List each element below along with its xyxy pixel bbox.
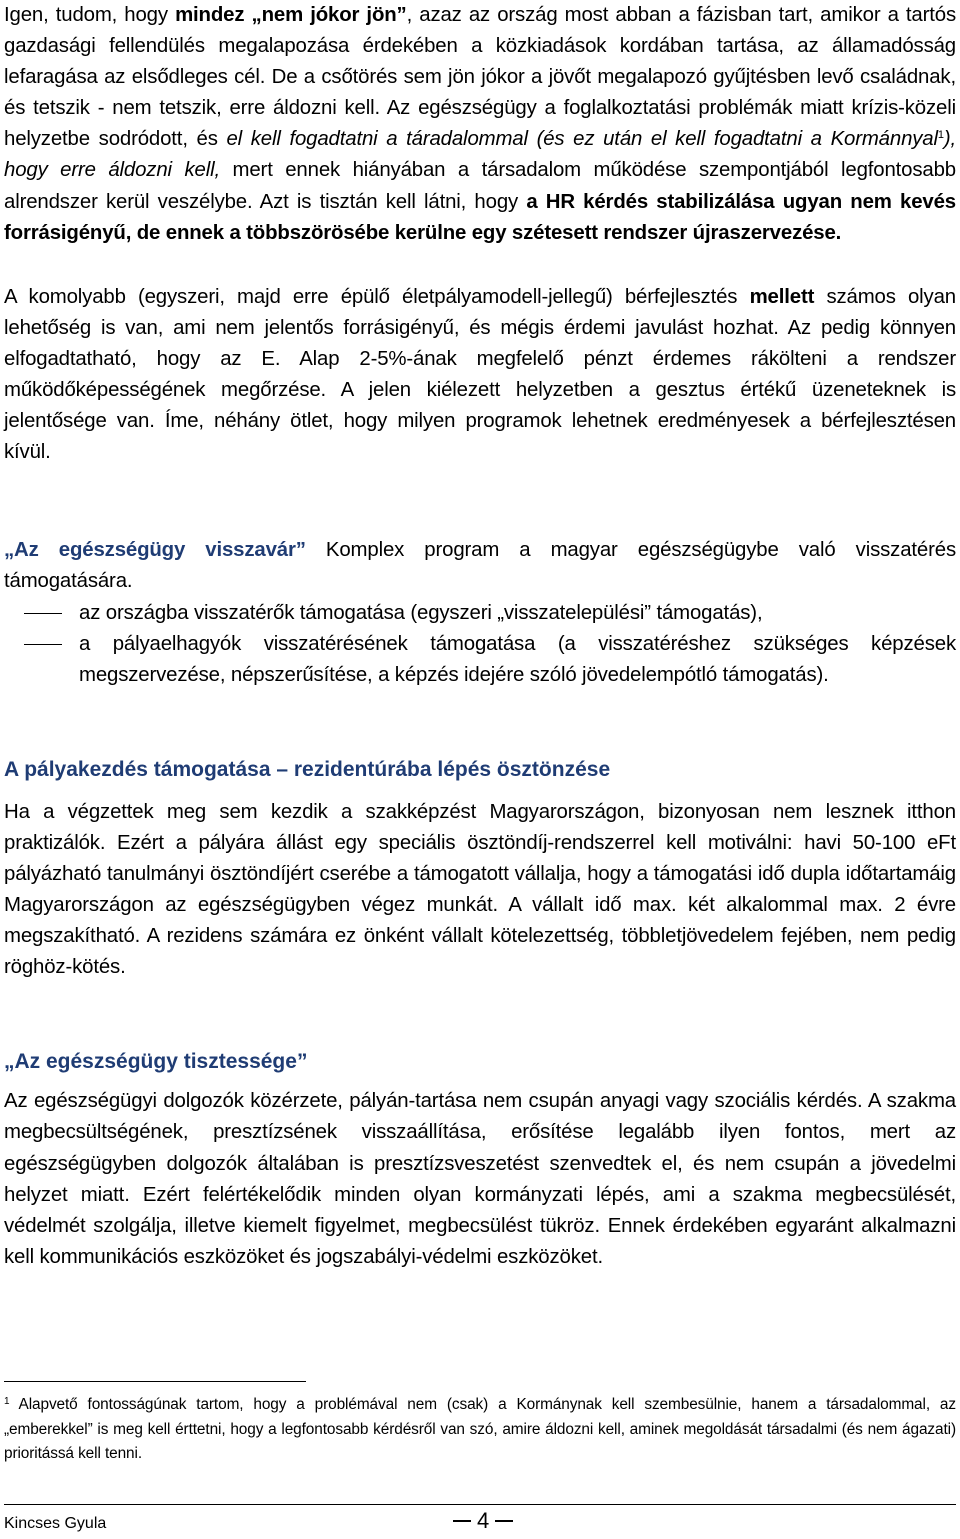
paragraph-career-start: Ha a végzettek meg sem kezdik a szakképzést Magyarországon, bizonyosan nem lesznek itthon praktizálók. Ezért a pályára állást egy speciális ösztöndíj-rendszerrel kell motiválni: havi 50-100 eFt pályázható tanulmányi ösztöndíjért cserébe a támogatott vállalja, hogy a támogatási idő dupla időtartamáig Magyarországon az egészségügyben végez munkát. A vállalt idő max. két alkalommal max. 2 évre megszakítható. A rezidens számára ez önként vállalt kötelezettség, többletjövedelem fejében, nem pedig röghöz-kötés. <box>4 800 956 979</box>
footnote: $^1$ Alapvető fontosságúnak tartom, hogy a problémával nem (csak) a Kormánynak kell szembesülnie, hanem a társadalommal, az „emberekkel” is meg kell érttetni, hogy a legfontosabb kérdésről van szó, amire áldozni kell, aminek megoldását társadalmi (és nem ágazati) prioritássá kell tenni. <box>4 1396 956 1462</box>
emphasis-bold-conclusion: a HR kérdés stabilizálása ugyan nem kevés forrásigényű, de ennek a többszörösébe kerülne egy szétesett rendszer újraszervezése. <box>4 190 956 244</box>
footnote-divider <box>4 1381 306 1382</box>
page-number: 4 <box>453 1508 513 1534</box>
footer-author: Kincses Gyula <box>4 1515 107 1532</box>
section-title-dignity: „Az egészségügy tisztessége” <box>4 1050 308 1074</box>
page-dash-icon <box>453 1520 471 1522</box>
paragraph-intro: Igen, tudom, hogy mindez „nem jókor jön”, azaz az ország most abban a fázisban tart, amikor a tartós gazdasági fellendülés megalapozása érdekében a közkiadások kordában tartása, az államadósság lefaragása az elsődleges cél. De a csőtörés sem jön jókor a jövőt megalapozó gyűjtésben levő családnak, és tetszik - nem tetszik, erre áldozni kell. Az egészségügy a foglalkoztatási problémák miatt krízis-közeli helyzetbe sodródott, és el kell fogadtatni a táradalommal (és ez után el kell fogadtatni a Kormánnyal$^1$), hogy erre áldozni kell, mert ennek hiányában a társadalom működése szempontjából legfontosabb alrendszer kerül veszélybe. Azt is tisztán kell látni, hogy a HR kérdés stabilizálása ugyan nem kevés forrásigényű, de ennek a többszörösébe kerülne egy szétesett rendszer újraszervezése. <box>4 4 957 244</box>
paragraph-dignity: Az egészségügyi dolgozók közérzete, pályán-tartása nem csupán anyagi vagy szociális kérdés. A szakma megbecsültségének, presztízsének visszaállítása, erősítése legalább ilyen fontos, mert az egészségügyben dolgozók általában is presztízsveszetést szenvedtek el, és nem csupán a jövedelmi helyzet miatt. Ezért felértékelődik minden olyan kormányzati lépés, ami a szakma megbecsülését, védelmét szolgálja, illetve kiemelt figyelmet, megbecsülést tükröz. Ennek érdekében egyaránt alkalmazni kell kommunikációs eszközöket és jogszabályi-védelmi eszközöket. <box>4 1090 956 1268</box>
dash-bullet-icon <box>24 613 62 615</box>
page-dash-icon <box>495 1520 513 1522</box>
list-item: a pályaelhagyók visszatérésének támogatása (a visszatéréshez szükséges képzések megszervezése, népszerűsítése, a képzés idejére szóló jövedelempótló támogatás). <box>4 629 956 691</box>
footnote-marker: 1 <box>4 1396 10 1407</box>
document-page <box>4 0 956 1273</box>
section-title-career-start: A pályakezdés támogatása – rezidentúrába lépés ösztönzése <box>4 757 611 781</box>
list-item: az országba visszatérők támogatása (egyszeri „visszatelepülési” támogatás), <box>4 598 956 629</box>
emphasis-italic: el kell fogadtatni a táradalommal (és ez után el kell fogadtatni a Kormánnyal <box>226 128 938 151</box>
section-return-program: „Az egészségügy visszavár” Komplex program a magyar egészségügybe való visszatérés támogatására. <box>4 539 956 593</box>
dash-bullet-icon <box>24 644 62 646</box>
paragraph-options: A komolyabb (egyszeri, majd erre épülő életpályamodell-jellegű) bérfejlesztés mellett számos olyan lehetőség is van, ami nem jelentős forrásigényű, és mégis érdemi javulást hozhat. Az pedig könnyen elfogadtatható, hogy az E. Alap 2-5%-ának megfelelő pénzt érdemes rákölteni a rendszer működőképességének megőrzése. A jelen kiélezett helyzetben a gesztus értékű üzeneteknek is jelentősége van. Íme, néhány ötlet, hogy milyen programok lehetnek eredményesek a bérfejlesztésen kívül. <box>4 285 956 464</box>
emphasis-bold: mellett <box>749 285 815 308</box>
footer-divider <box>4 1504 956 1505</box>
footnote-ref[interactable]: 1 <box>937 129 944 142</box>
bullet-list <box>4 598 956 691</box>
emphasis-bold: mindez „nem jókor jön” <box>175 4 407 26</box>
section-title: „Az egészségügy visszavár” <box>4 539 306 562</box>
